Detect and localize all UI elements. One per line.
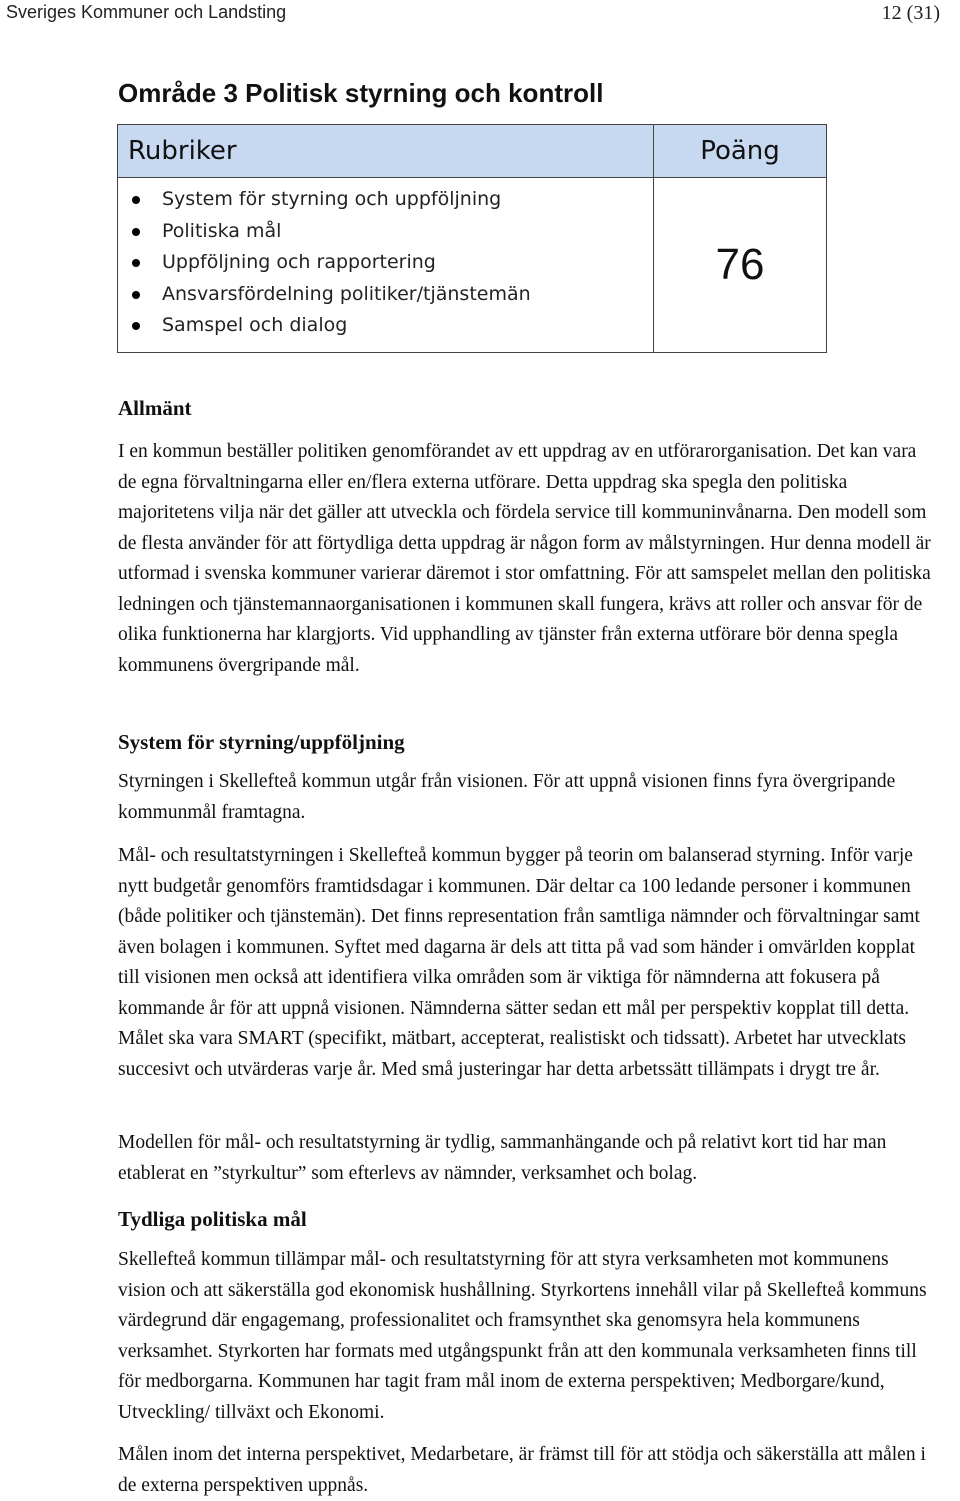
bullet-icon (132, 259, 140, 267)
list-item-label: Samspel och dialog (162, 314, 348, 336)
bullet-icon (132, 228, 140, 236)
list-item (162, 247, 653, 279)
score-table-header-row (118, 125, 827, 178)
list-item (162, 279, 653, 311)
tydliga-paragraph-2: Målen inom det interna perspektivet, Medarbetare, är främst till för att stödja och säkerställa att målen i de externa perspektiven uppnås. (118, 1444, 926, 1496)
bullet-icon (132, 196, 140, 204)
tydliga-paragraph-1: Skellefteå kommun tillämpar mål- och resultatstyrning för att styra verksamheten mot kommunens vision och att säkerställa god ekonomisk hushållning. Styrkortens innehåll vilar på Skellefteå kommuns värdegrund där engagemang, professionalitet och framsynthet ska genomsyra hela kommunens verksamhet. Styrkorten har formats med utgångspunkt från att den kommunala verksamheten finns till för medborgarna. Kommunen har tagit fram mål inom de externa perspektiven; Medborgare/kund, Utveckling/ tillväxt och Ekonomi. (118, 1249, 927, 1423)
rubriker-list (118, 184, 653, 342)
score-value: 76 (654, 178, 827, 353)
heading-system: System för styrning/uppföljning (118, 730, 405, 754)
list-item (162, 310, 653, 342)
bullet-icon (132, 322, 140, 330)
system-paragraph-2: Mål- och resultatstyrningen i Skellefteå kommun bygger på teorin om balanserad styrning. Inför varje nytt budgetår genomförs framtidsdagar i kommunen. Där deltar ca 100 ledande personer i kommunen (både politiker och tjänstemän). Det finns representation från samtliga nämnder och förvaltningar samt även bolagen i kommunen. Syftet med dagarna är dels att titta på vad som händer i omvärlden kopplat till visionen men också att identifiera vilka områden som är viktiga för nämnderna att fokusera på kommande år för att uppnå visionen. Nämnderna sätter sedan ett mål per perspektiv kopplat till detta. Målet ska vara SMART (specifikt, mätbart, accepterat, realistiskt och tidssatt). Arbetet har utvecklats succesivt och utvärderas varje år. Med små justeringar har detta arbetssätt tillämpats i drygt tre år. (118, 845, 920, 1080)
col-header-rubriker: Rubriker (118, 125, 654, 178)
col-header-poang: Poäng (654, 125, 827, 178)
list-item (162, 184, 653, 216)
section-title: Område 3 Politisk styrning och kontroll (118, 78, 604, 108)
list-item-label: Ansvarsfördelning politiker/tjänstemän (162, 282, 531, 305)
system-paragraph-3: Modellen för mål- och resultatstyrning är tydlig, sammanhängande och på relativt kort tid har man etablerat en ”styrkultur” som efterlevs av nämnder, verksamhet och bolag. (118, 1132, 887, 1184)
header-organization: Sveriges Kommuner och Landsting (6, 2, 287, 22)
bullet-icon (132, 291, 140, 299)
list-item-label: Politiska mål (162, 219, 282, 242)
allmant-paragraph: I en kommun beställer politiken genomförandet av ett uppdrag av en utförarorganisation. Det kan vara de egna förvaltningarna eller en/flera externa utförare. Detta uppdrag ska spegla den politiska majoritetens vilja när det gäller att utveckla och fördela service till kommuninvånarna. Den modell som de flesta använder för att förtydliga detta uppdrag är någon form av målstyrningen. Hur denna modell är utformad i svenska kommuner varierar däremot i stor omfattning. För att samspelet mellan den politiska ledningen och tjänstemannaorganisationen i kommunen skall fungera, krävs att roller och ansvar för de olika funktionerna har klargjorts. Vid upphandling av tjänster från externa utförare bör denna spegla kommunens övergripande mål. (118, 441, 931, 676)
score-table-body-row (118, 178, 827, 353)
list-item-label: Uppföljning och rapportering (162, 251, 436, 273)
system-paragraph-1: Styrningen i Skellefteå kommun utgår från visionen. För att uppnå visionen finns fyra övergripande kommunmål framtagna. (118, 771, 896, 823)
heading-tydliga: Tydliga politiska mål (118, 1207, 307, 1231)
page-number: 12 (31) (881, 2, 940, 24)
list-item (162, 216, 653, 248)
rubriker-cell (118, 178, 654, 353)
heading-allmant: Allmänt (118, 396, 192, 420)
list-item-label: System för styrning och uppföljning (162, 188, 502, 210)
score-table (117, 124, 827, 353)
